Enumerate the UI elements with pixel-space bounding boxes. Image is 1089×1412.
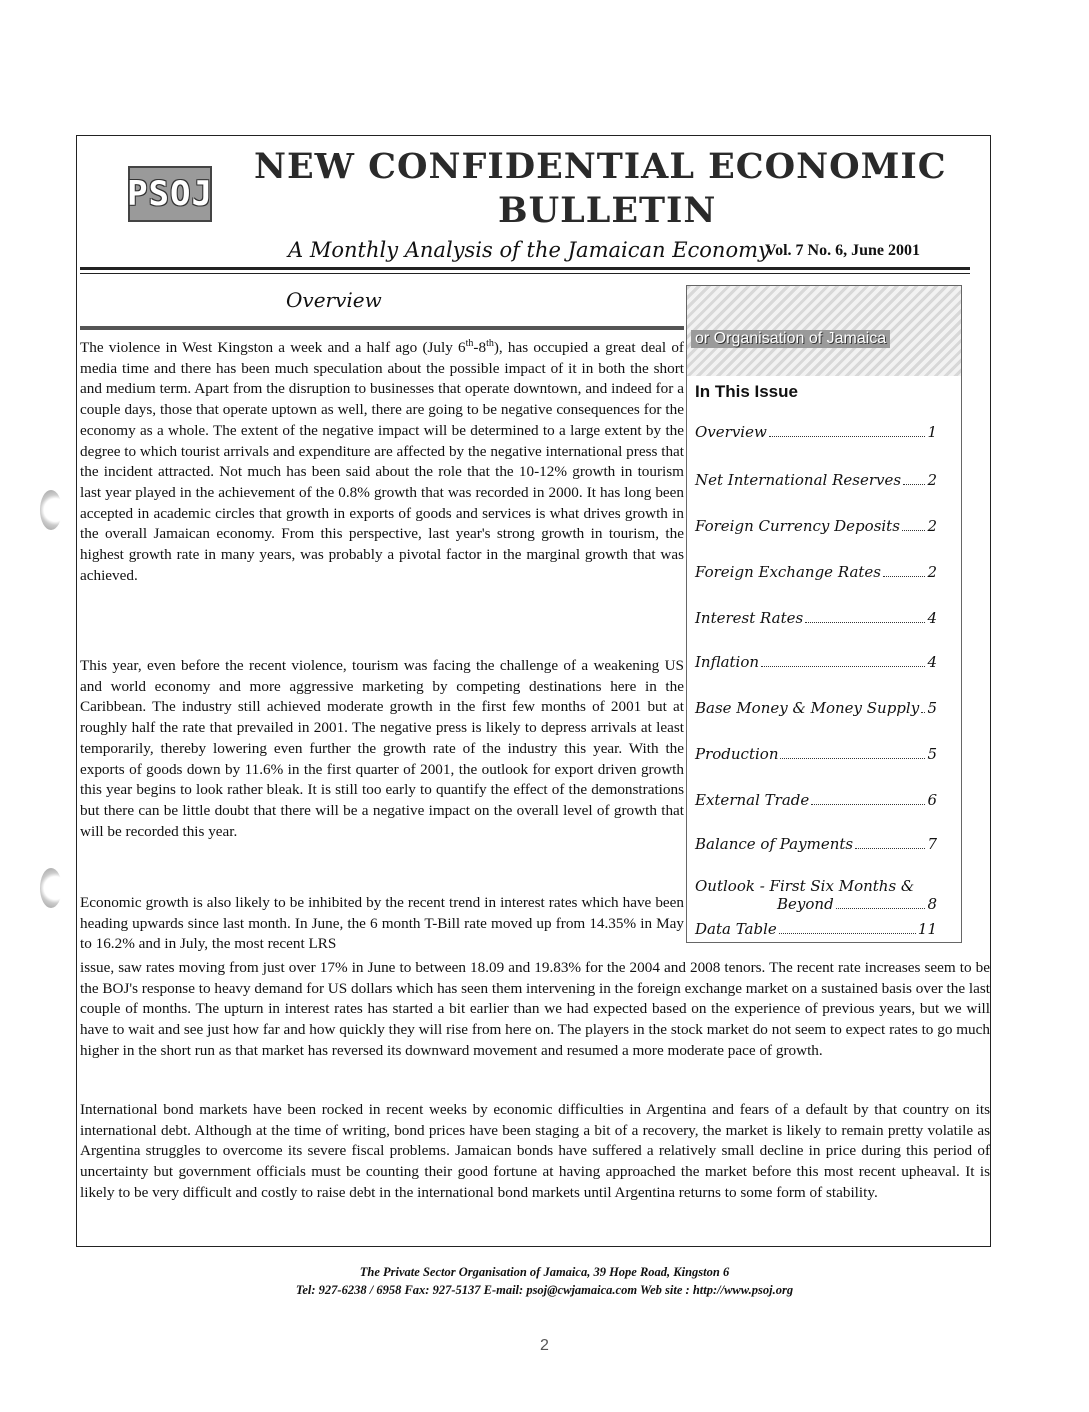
toc-item[interactable]: Interest Rates 4 [695, 609, 937, 627]
toc-item[interactable]: Net International Reserves 2 [695, 471, 937, 489]
binder-hole [40, 868, 62, 908]
toc-item[interactable]: Base Money & Money Supply 5 [695, 699, 937, 717]
issue-info: Vol. 7 No. 6, June 2001 [765, 242, 920, 259]
overview-paragraph-4: International bond markets have been rocked in recent weeks by economic difficulties in Argentina and fears of a default by that country on its international debt. Although at the time of writing, bond prices have been staging a bit of a recovery, the market is likely to remain pretty volatile as Argentina struggles to overcome its severe fiscal problems. Jamaican bonds have suffered a relatively small decline in price during this period of uncertainty but government officials must be counting their good fortune at having approached the market before this most recent upheaval. It is likely to be very difficult and costly to raise debt in the international bond markets until Argentina returns to some form of stability. [80, 1101, 990, 1201]
in-this-issue-sidebar [686, 285, 962, 943]
toc-item[interactable]: External Trade 6 [695, 791, 937, 809]
toc-item[interactable]: Balance of Payments 7 [695, 835, 937, 853]
footer-address: The Private Sector Organisation of Jamaica, 39 Hope Road, Kingston 6 [359, 1265, 730, 1279]
sidebar-heading: In This Issue [695, 382, 798, 401]
overview-paragraph-2: This year, even before the recent violence, tourism was facing the challenge of a weakening US and world economy and more aggressive marketing by competing destinations here in the Caribbean. The industry still achieved moderate growth in the first few months of 2001 but at roughly half the rate that prevailed in 2001. The negative press is likely to depress arrivals at least temporarily, thereby lowering even further the growth rate of the industry this year. With the exports of goods down by 11.6% in the first quarter of 2001, the outlook for export driven growth this year begins to look rather bleak. It is still too early to quantify the effect of the demonstrations but there can be little doubt that there will be a negative impact on the overall level of growth that will be recorded this year. [80, 657, 684, 840]
toc-item[interactable]: Foreign Exchange Rates 2 [695, 563, 937, 581]
binder-hole [40, 490, 62, 530]
toc-item[interactable]: Foreign Currency Deposits 2 [695, 517, 937, 535]
overview-paragraph-1: The violence in West Kingston a week and a half ago (July 6th-8th), has occupied a great deal of media time and there has been much speculation about the possible impact of it in both the short and medium term. Apart from the disruption to businesses that operate downtown, and indeed for a couple days, those that operate uptown as well, there are going to be negative consequences for the economy as a whole. The extent of the negative impact will be determined to a large extent by the degree to which tourist arrivals and expenditure are affected by the negative international press that the incident attracted. Not much has been said about the role that the 10-12% growth in tourism last year played in the achievement of the 0.8% growth that was recorded in 2000. It has long been accepted in academic circles that growth in exports of goods and services is what drives growth in the overall Jamaican economy. From this perspective, last year's strong growth in tourism, the highest growth rate in many years, was probably a pivotal factor in the marginal growth that was achieved. [80, 338, 684, 584]
psoj-logo [128, 166, 212, 222]
bulletin-subtitle: A Monthly Analysis of the Jamaican Economy [288, 238, 770, 262]
logo-text: PSOJ [127, 174, 213, 214]
overview-paragraph-3-cont: issue, saw rates moving from just over 17% in June to between 18.09 and 19.83% for the 2004 and 2008 tenors. The recent rate increases seem to be the BOJ's response to heavy demand for US dollars which has seen them intervening in the foreign exchange market on a sustained basis over the last couple of months. The upturn in interest rates has started a bit earlier than we had expected based on the experience of previous years, but we will have to wait and see just how far and how quickly they will rise from here on. The players in the stock market do not seem to expect rates to go much higher in the short run as that market has reversed its downward movement and resumed a more moderate pace of growth. [80, 959, 990, 1059]
toc-item[interactable]: Outlook - First Six Months & Beyond 8 [695, 877, 937, 913]
header-rule-thin [80, 273, 970, 274]
bulletin-title-line2: BULLETIN [498, 190, 717, 231]
section-rule [80, 326, 684, 330]
page-number: 2 [540, 1337, 549, 1354]
toc-item[interactable]: Production 5 [695, 745, 937, 763]
footer-contact: Tel: 927-6238 / 6958 Fax: 927-5137 E-mail: psoj@cwjamaica.com Web site : http://www.psoj.org [295, 1283, 794, 1297]
sidebar-banner-text: or Organisation of Jamaica [691, 330, 890, 348]
overview-paragraph-3: Economic growth is also likely to be inhibited by the recent trend in interest rates which have been heading upwards since last month. In June, the 6 month T-Bill rate moved up from 14.35% in May to 16.2% and in July, the most recent LRS [80, 894, 684, 953]
toc-item[interactable]: Overview 1 [695, 423, 937, 441]
header-rule [80, 267, 970, 270]
toc-item[interactable]: Inflation 4 [695, 653, 937, 671]
sidebar-banner [687, 286, 961, 376]
bulletin-title: NEW CONFIDENTIAL ECONOMIC [254, 146, 947, 187]
toc-item[interactable]: Data Table 11 [695, 920, 937, 938]
section-title: Overview [286, 288, 382, 312]
